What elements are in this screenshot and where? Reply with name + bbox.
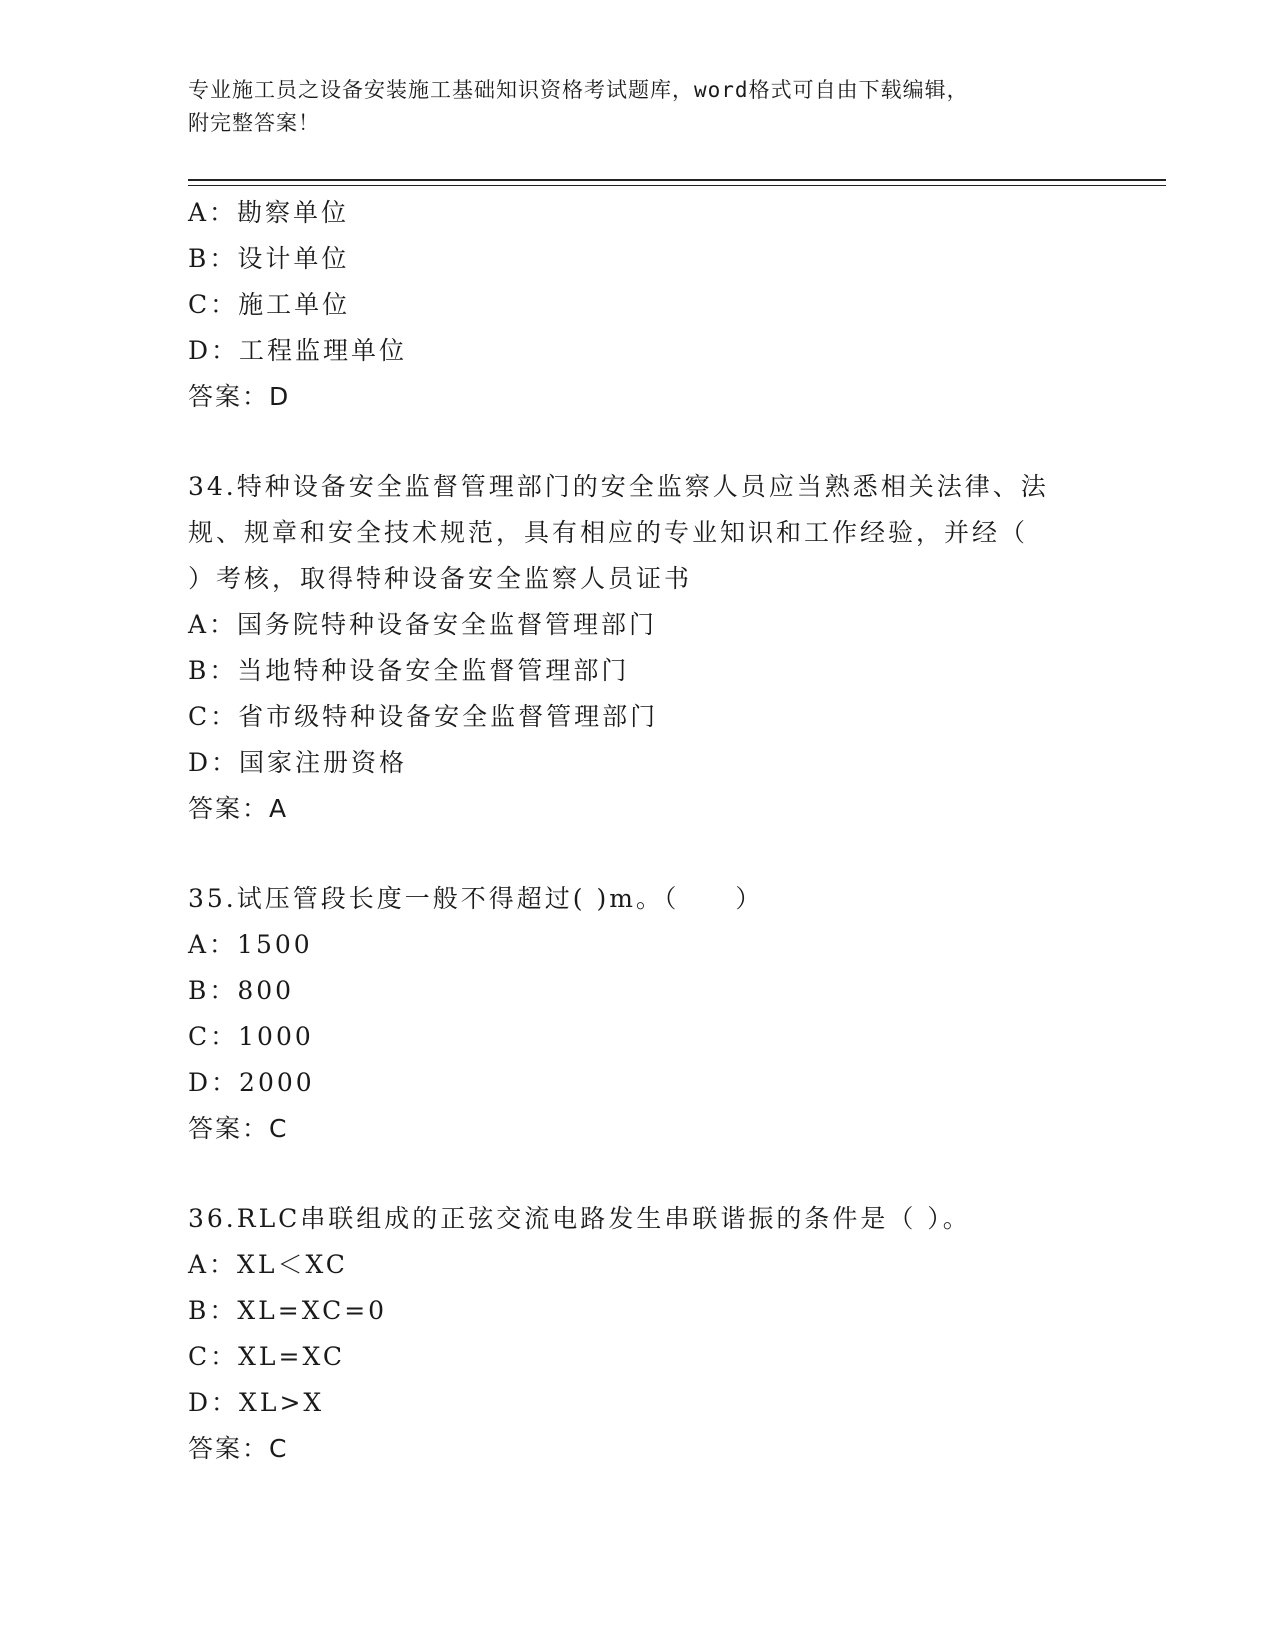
answer-label: 答案：C (188, 1434, 289, 1463)
option-b: B：800 (188, 976, 295, 1005)
question-text-line-2: 规、规章和安全技术规范，具有相应的专业知识和工作经验，并经（ (188, 518, 1029, 547)
option-d: D：国家注册资格 (188, 748, 408, 777)
option-a: A：1500 (188, 930, 313, 959)
option-d: D：工程监理单位 (188, 336, 408, 365)
page-header (188, 74, 1088, 140)
header-line-2: 附完整答案！ (188, 111, 320, 135)
question-block-36 (188, 1196, 1088, 1472)
option-c: C：省市级特种设备安全监督管理部门 (188, 702, 659, 731)
option-c: C：1000 (188, 1022, 314, 1051)
option-d: D：2000 (188, 1068, 315, 1097)
option-d: D：XL>X (188, 1388, 325, 1417)
question-text-line-1: 35.试压管段长度一般不得超过( )m。（ ） (188, 884, 764, 913)
answer-label: 答案：D (188, 382, 291, 411)
header-line-1: 专业施工员之设备安装施工基础知识资格考试题库，word格式可自由下载编辑， (188, 78, 969, 102)
header-rule-thick (188, 179, 1166, 181)
option-b: B：XL=XC=0 (188, 1296, 388, 1325)
question-block-35 (188, 876, 1088, 1152)
header-rule-thin (188, 185, 1166, 186)
question-list (188, 190, 1088, 1472)
option-b: B：当地特种设备安全监督管理部门 (188, 656, 630, 685)
option-a: A：XL＜XC (188, 1250, 348, 1279)
option-a: A：勘察单位 (188, 198, 350, 227)
question-text-line-3: ）考核，取得特种设备安全监察人员证书 (188, 564, 693, 593)
question-text-line-1: 34.特种设备安全监督管理部门的安全监察人员应当熟悉相关法律、法 (188, 472, 1049, 501)
option-a: A：国务院特种设备安全监督管理部门 (188, 610, 658, 639)
option-c: C：施工单位 (188, 290, 351, 319)
answer-label: 答案：C (188, 1114, 289, 1143)
question-block-33 (188, 190, 1088, 420)
question-block-34 (188, 464, 1088, 832)
option-b: B：设计单位 (188, 244, 350, 273)
option-c: C：XL=XC (188, 1342, 345, 1371)
question-text-line-1: 36.RLC串联组成的正弦交流电路发生串联谐振的条件是（ ）。 (188, 1204, 971, 1233)
answer-label: 答案：A (188, 794, 289, 823)
